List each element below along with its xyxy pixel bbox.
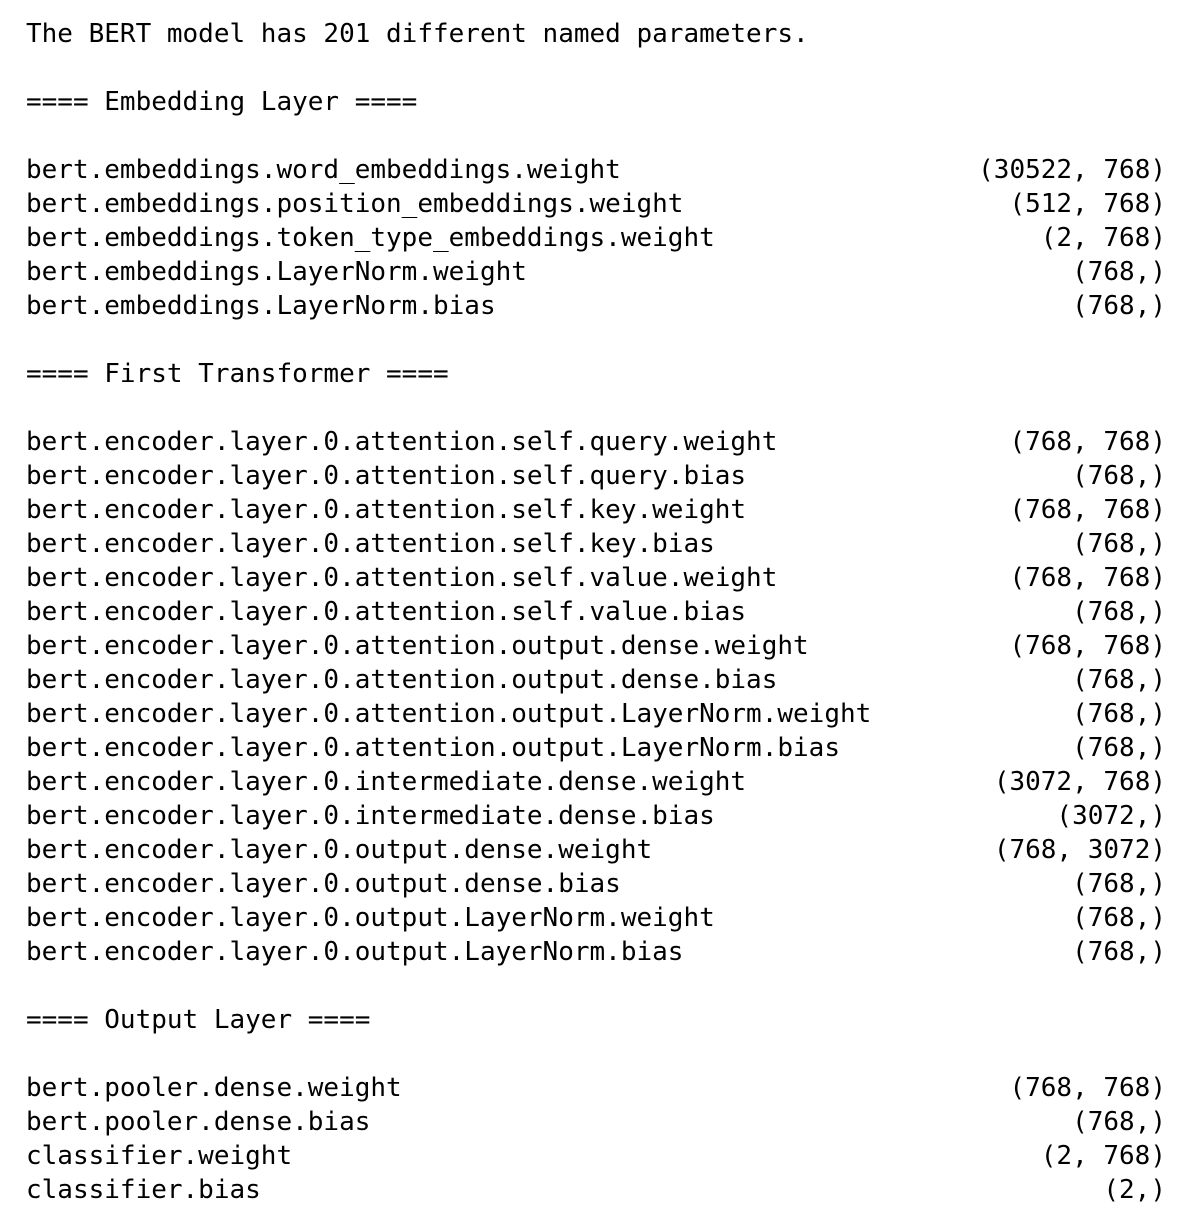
param-row	[26, 561, 1166, 595]
param-name: bert.pooler.dense.bias	[26, 1107, 371, 1137]
param-shape: (2, 768)	[1040, 1141, 1166, 1171]
param-name: bert.encoder.layer.0.attention.output.dense.weight	[26, 631, 809, 661]
param-shape: (768,)	[1072, 461, 1166, 491]
param-name: bert.encoder.layer.0.output.dense.bias	[26, 869, 621, 899]
param-name: bert.encoder.layer.0.attention.self.key.bias	[26, 529, 715, 559]
section-header: ==== Output Layer ====	[26, 1005, 371, 1035]
param-name: bert.encoder.layer.0.attention.self.value.weight	[26, 563, 778, 593]
param-row	[26, 1105, 1166, 1139]
param-name: bert.embeddings.LayerNorm.bias	[26, 291, 496, 321]
param-shape: (3072,)	[1056, 801, 1166, 831]
param-row	[26, 901, 1166, 935]
param-name: classifier.bias	[26, 1175, 261, 1205]
param-row	[26, 697, 1166, 731]
param-name: bert.embeddings.LayerNorm.weight	[26, 257, 527, 287]
param-row	[26, 255, 1166, 289]
param-shape: (768,)	[1072, 665, 1166, 695]
param-shape: (768,)	[1072, 733, 1166, 763]
param-row	[26, 153, 1166, 187]
param-shape: (512, 768)	[1009, 189, 1166, 219]
param-shape: (768,)	[1072, 937, 1166, 967]
spacer	[26, 119, 1166, 153]
param-shape: (768,)	[1072, 699, 1166, 729]
param-row	[26, 221, 1166, 255]
summary-line: The BERT model has 201 different named parameters.	[26, 19, 809, 49]
param-name: bert.embeddings.word_embeddings.weight	[26, 155, 621, 185]
param-row	[26, 935, 1166, 969]
param-shape: (768, 768)	[1009, 563, 1166, 593]
param-shape: (2,)	[1103, 1175, 1166, 1205]
param-name: bert.encoder.layer.0.intermediate.dense.weight	[26, 767, 747, 797]
param-shape: (3072, 768)	[993, 767, 1166, 797]
spacer	[26, 323, 1166, 357]
param-shape: (768, 3072)	[993, 835, 1166, 865]
param-row	[26, 629, 1166, 663]
param-name: bert.encoder.layer.0.attention.self.query.bias	[26, 461, 747, 491]
param-row	[26, 187, 1166, 221]
param-row	[26, 663, 1166, 697]
param-row	[26, 765, 1166, 799]
spacer	[26, 1037, 1166, 1071]
spacer	[26, 391, 1166, 425]
param-row	[26, 425, 1166, 459]
param-row	[26, 1139, 1166, 1173]
param-row	[26, 1173, 1166, 1207]
param-name: bert.encoder.layer.0.output.dense.weight	[26, 835, 653, 865]
param-name: bert.encoder.layer.0.output.LayerNorm.bias	[26, 937, 684, 967]
param-row	[26, 493, 1166, 527]
param-row	[26, 731, 1166, 765]
section-header: ==== First Transformer ====	[26, 359, 449, 389]
param-shape: (768, 768)	[1009, 1073, 1166, 1103]
spacer	[26, 969, 1166, 1003]
param-name: bert.encoder.layer.0.attention.output.LayerNorm.weight	[26, 699, 872, 729]
param-row	[26, 799, 1166, 833]
param-name: classifier.weight	[26, 1141, 293, 1171]
param-name: bert.encoder.layer.0.attention.self.query.weight	[26, 427, 778, 457]
param-shape: (768,)	[1072, 257, 1166, 287]
param-name: bert.embeddings.token_type_embeddings.weight	[26, 223, 715, 253]
param-row	[26, 833, 1166, 867]
param-row	[26, 289, 1166, 323]
param-shape: (768,)	[1072, 529, 1166, 559]
param-shape: (768, 768)	[1009, 631, 1166, 661]
param-shape: (768, 768)	[1009, 427, 1166, 457]
param-row	[26, 1071, 1166, 1105]
param-shape: (768,)	[1072, 291, 1166, 321]
param-shape: (768,)	[1072, 903, 1166, 933]
param-name: bert.encoder.layer.0.attention.self.key.weight	[26, 495, 747, 525]
spacer	[26, 51, 1166, 85]
param-shape: (768,)	[1072, 597, 1166, 627]
section-header: ==== Embedding Layer ====	[26, 87, 418, 117]
param-name: bert.encoder.layer.0.attention.output.LayerNorm.bias	[26, 733, 840, 763]
param-name: bert.encoder.layer.0.attention.output.dense.bias	[26, 665, 778, 695]
param-shape: (2, 768)	[1040, 223, 1166, 253]
param-row	[26, 527, 1166, 561]
param-name: bert.encoder.layer.0.output.LayerNorm.weight	[26, 903, 715, 933]
param-name: bert.embeddings.position_embeddings.weight	[26, 189, 684, 219]
param-shape: (768, 768)	[1009, 495, 1166, 525]
param-name: bert.encoder.layer.0.intermediate.dense.bias	[26, 801, 715, 831]
param-shape: (30522, 768)	[978, 155, 1166, 185]
param-row	[26, 595, 1166, 629]
param-name: bert.encoder.layer.0.attention.self.value.bias	[26, 597, 747, 627]
param-shape: (768,)	[1072, 1107, 1166, 1137]
param-shape: (768,)	[1072, 869, 1166, 899]
param-name: bert.pooler.dense.weight	[26, 1073, 402, 1103]
param-row	[26, 867, 1166, 901]
param-row	[26, 459, 1166, 493]
